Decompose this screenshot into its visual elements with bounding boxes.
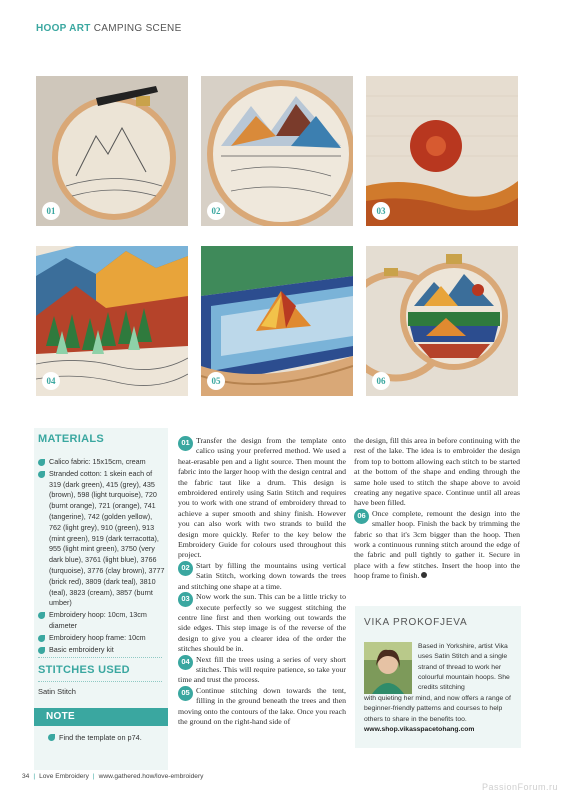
materials-heading: MATERIALS <box>38 433 105 445</box>
bio-text-continued: with quieting her mind, and now offers a range of beginner-friendly patterns and courses to help others to share in the benefits too. www.shop.vikasspacetohang.com <box>364 695 511 733</box>
step-photo-03 <box>366 76 518 226</box>
step-text: Continue stitching down towards the tent, filling in the ground beneath the trees and then moving onto the contours of the lake. Once you reach the ground on the right-hand side of <box>178 685 346 726</box>
step-text: Transfer the design from the template onto calico using your preferred method. We used a heat-erasable pen and a light source. Then mount the fabric into the larger hoop with the design central and the fabric taut like a drum. This design is embroidered entirely using Satin Stitch and requires you to work with one strand of embroidery thread to achieve a super smooth and shiny finish. However you can also work with two strands to build the design more quickly. Refer to the key below the Embroidery Guide for colours used throughout this project. <box>178 436 346 560</box>
stitches-heading: STITCHES USED <box>38 664 130 676</box>
watermark: PassionForum.ru <box>481 782 558 792</box>
step-photo-01 <box>36 76 188 226</box>
step-text: Start by filling the mountains using vertical Satin Stitch, working down towards the trees and stitching one shape at a time. <box>178 560 346 591</box>
step-number: 01 <box>178 436 193 451</box>
bio-text: Based in Yorkshire, artist Vika uses Satin Stitch and a single strand of thread to work her colourful mountain hoops. She credits stitching <box>418 643 510 692</box>
mountain-stitching-photo <box>201 76 353 226</box>
note-text: Find the template on p74. <box>48 733 142 742</box>
photo-number: 03 <box>372 202 390 220</box>
list-item: Basic embroidery kit <box>38 645 166 656</box>
photo-number: 02 <box>207 202 225 220</box>
step-photo-02 <box>201 76 353 226</box>
designer-website-link[interactable]: www.shop.vikasspacetohang.com <box>364 725 475 733</box>
trees-closeup-photo <box>36 246 188 396</box>
tent-lake-photo <box>201 246 353 396</box>
step-number: 04 <box>178 655 193 670</box>
step-number: 03 <box>178 592 193 607</box>
stitches-value: Satin Stitch <box>38 687 76 696</box>
photo-number: 04 <box>42 372 60 390</box>
magazine-name: Love Embroidery <box>39 773 89 780</box>
instructions-column-1 <box>178 436 346 727</box>
page-title: CAMPING SCENE <box>93 23 182 34</box>
page-number: 34 <box>22 773 30 780</box>
step-paragraph <box>178 436 346 561</box>
section-label: HOOP ART <box>36 23 91 34</box>
hoop-with-pen-photo <box>36 76 188 226</box>
list-item: Stranded cotton: 1 skein each of 319 (dark green), 415 (grey), 435 (brown), 598 (light turquoise), 720 (burnt orange), 721 (orange), 741 (tangerine), 742 (golden yellow), 762 (light grey), 910 (green), 913 (mint green), 919 (dark terracotta), 955 (light mint green), 3750 (very dark blue), 3761 (light blue), 3766 (turquoise), 3776 (clay brown), 3777 (brick red), 3809 (dark teal), 3810 (teal), 3823 (cream), 3857 (burnt umber) <box>38 469 166 609</box>
step-paragraph <box>178 561 346 592</box>
finished-hoop-photo <box>366 246 518 396</box>
list-item: Calico fabric: 15x15cm, cream <box>38 457 166 468</box>
list-item: Embroidery hoop: 10cm, 13cm diameter <box>38 610 166 632</box>
step-paragraph <box>178 655 346 686</box>
step-paragraph <box>178 592 346 654</box>
step-number: 05 <box>178 686 193 701</box>
photo-number: 01 <box>42 202 60 220</box>
avatar <box>364 642 412 694</box>
sun-closeup-photo <box>366 76 518 226</box>
end-mark-icon <box>421 572 427 578</box>
designer-photo <box>364 642 412 694</box>
step-number: 06 <box>354 509 369 524</box>
step-photo-05 <box>201 246 353 396</box>
step-photo-06 <box>366 246 518 396</box>
step-text: Once complete, remount the design into the smaller hoop. Finish the back by trimming the fabric so that it's 3cm bigger than the hoop. Then work a continuous running stitch around the edge of the fabric and pull tightly to gather it. Secure in place with a few stitches. Insert the hoop into the hoop frame to finish. <box>354 508 520 581</box>
materials-list <box>38 457 166 656</box>
step-number: 02 <box>178 561 193 576</box>
step-paragraph <box>354 509 520 582</box>
photo-number: 05 <box>207 372 225 390</box>
divider <box>38 657 162 658</box>
divider <box>38 681 162 682</box>
list-item: Embroidery hoop frame: 10cm <box>38 633 166 644</box>
instructions-column-2 <box>354 436 520 582</box>
step-paragraph <box>178 686 346 728</box>
photo-number: 06 <box>372 372 390 390</box>
step-photo-04 <box>36 246 188 396</box>
page-header <box>36 23 182 34</box>
step-text-continued: the design, fill this area in before continuing with the rest of the lake. The idea is to embroider the design from top to bottom allowing each stitch to be started at the bottom of the shape and ending through the same hole used to stitch the shape above to avoid creating any negative space. Continue until all areas have been filled. <box>354 436 520 508</box>
footer-url[interactable]: www.gathered.how/love-embroidery <box>98 773 204 780</box>
designer-name: VIKA PROKOFJEVA <box>364 617 468 628</box>
note-heading: NOTE <box>46 711 75 722</box>
page-footer: 34 | Love Embroidery | www.gathered.how/love-embroidery <box>22 773 204 780</box>
step-text: Next fill the trees using a series of very short stitches. This will require patience, so take your time and trust the process. <box>178 654 346 685</box>
step-text: Now work the sun. This can be a little tricky to execute perfectly so we suggest stitching the centre line first and then working out towards the side edges. This step image is of the reverse of the design to give you a clearer idea of the order the stitches should be in. <box>178 592 346 654</box>
